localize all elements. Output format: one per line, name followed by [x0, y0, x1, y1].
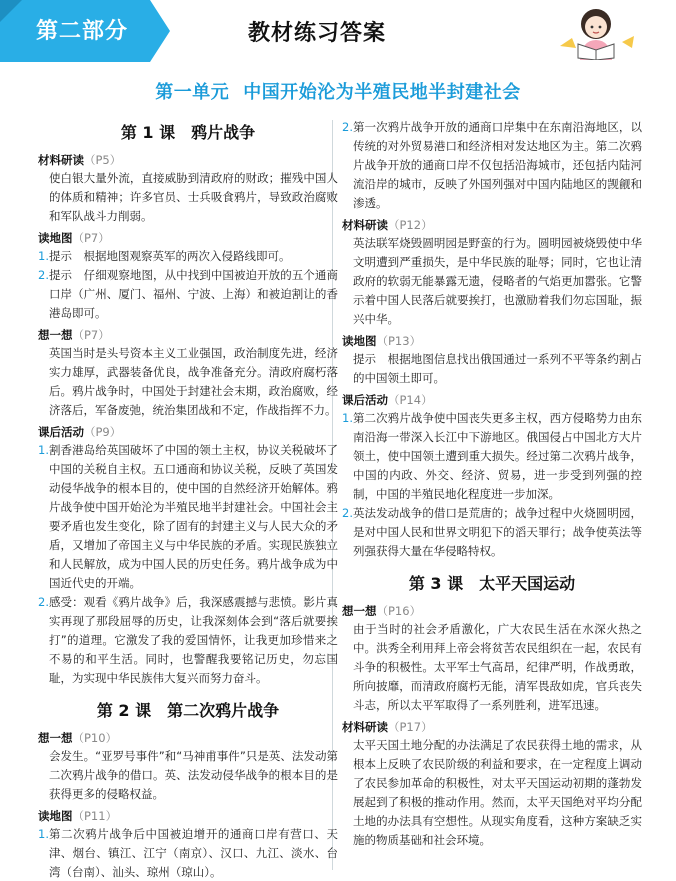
- answer-item: [38, 593, 338, 688]
- answer-text: 英法发动战争的借口是荒唐的；战争过程中火烧圆明园，是对中国人民和世界文明犯下的滔天罪行；战争使英法等列强获得大量在华侵略特权。: [353, 506, 642, 558]
- page-ref: （P11）: [72, 809, 118, 823]
- section-label: 材料研读: [38, 153, 84, 167]
- page-ref: （P16）: [376, 604, 422, 618]
- answer-text: 第一次鸦片战争开放的通商口岸集中在东南沿海地区，以传统的对外贸易港口和经济相对发达地区为主。第二次鸦片战争开放的通商口岸不仅包括沿海城市，还包括内陆河流沿岸的城市，反映了外国列强对中国内陆地区的觊觎和渗透。: [353, 120, 642, 210]
- answer-text: 太平天国土地分配的办法满足了农民获得土地的需求，从根本上反映了农民阶级的利益和要求，在一定程度上调动了农民参加革命的积极性，对太平天国运动初期的蓬勃发展起到了积极的推动作用。然而，太平天国绝对平均分配土地的办法具有空想性。从现实角度看，这种方案缺乏实施的物质基础和社会环境。: [353, 738, 642, 847]
- answer-item: [342, 409, 642, 504]
- answer-text: 提示 仔细观察地图，从中找到中国被迫开放的五个通商口岸（广州、厦门、福州、宁波、上海）和被迫割让的香港岛即可。: [49, 268, 338, 320]
- item-number: 1.: [38, 827, 49, 841]
- answer-text: 提示 根据地图信息找出俄国通过一系列不平等条约割占的中国领土即可。: [353, 352, 642, 385]
- section-label: 材料研读: [342, 218, 388, 232]
- answer-text: 会发生。“亚罗号事件”和“马神甫事件”只是英、法发动第二次鸦片战争的借口。英、法发动侵华战争的根本目的是获得更多的侵略权益。: [49, 749, 338, 801]
- item-number: 1.: [342, 411, 353, 425]
- section-tab-label: 第二部分: [36, 19, 129, 44]
- page-ref: （P7）: [72, 231, 110, 245]
- item-number: 2.: [38, 595, 49, 609]
- item-number: 1.: [38, 443, 49, 457]
- answer-text: 第二次鸦片战争后中国被迫增开的通商口岸有营口、天津、烟台、镇江、江宁（南京）、汉口、九江、淡水、台湾（台南）、汕头、琼州（琼山）。: [49, 827, 338, 879]
- answer-text: 提示 根据地图观察英军的两次入侵路线即可。: [49, 249, 291, 263]
- section-label: 想一想: [38, 731, 73, 745]
- item-number: 2.: [342, 506, 353, 520]
- page-title: 教材练习答案: [248, 21, 387, 46]
- page-ref: （P9）: [84, 425, 122, 439]
- section-heading: [38, 151, 338, 169]
- right-column: [342, 118, 642, 850]
- page-ref: （P7）: [72, 328, 110, 342]
- answer-item: [38, 441, 338, 593]
- answer-item: [342, 504, 642, 561]
- answer-text: 由于当时的社会矛盾激化，广大农民生活在水深火热之中。洪秀全利用拜上帝会将贫苦农民组织在一起，农民有斗争的积极性。太平军士气高昂，纪律严明，作战勇敢，所向披靡，而清政府腐朽无能，清军畏敌如虎，官兵丧失斗志，所以太平军取得了一系列胜利，进军迅速。: [353, 622, 642, 712]
- page-ref: （P12）: [388, 218, 433, 232]
- page-ref: （P17）: [388, 720, 433, 734]
- unit-number: 第一单元: [155, 82, 230, 103]
- section-heading: [38, 229, 338, 247]
- lesson-2-title: 第 2 课 第二次鸦片战争: [96, 701, 280, 720]
- answer-item: [38, 247, 338, 266]
- unit-title: [0, 78, 676, 104]
- answer-text: 第二次鸦片战争使中国丧失更多主权，西方侵略势力由东南沿海一带深入长江中下游地区。俄国侵占中国北方大片领土，使中国领土遭到重大损失。经过第二次鸦片战争，中国的内政、外交、经济、贸易，进一步受到列强的控制，中国的半殖民地化程度进一步加深。: [353, 411, 642, 501]
- section-label: 想一想: [342, 604, 377, 618]
- answer-text: 使白银大量外流，直接威胁到清政府的财政；摧残中国人的体质和精神；许多官员、士兵吸食鸦片，导致政治腐败和军队战斗力削弱。: [49, 171, 338, 223]
- answer-text: 英法联军烧毁圆明园是野蛮的行为。圆明园被烧毁使中华文明遭到严重损失，是中华民族的耻辱；同时，它也让清政府的软弱无能暴露无遗，侵略者的气焰更加嚣张。它警示着中国人民落后就要挨打，也激励着我们勿忘国耻，振兴中华。: [353, 236, 642, 326]
- section-heading: [38, 729, 338, 747]
- section-label: 课后活动: [38, 425, 84, 439]
- page-ref: （P13）: [376, 334, 422, 348]
- lesson-3-title: 第 3 课 太平天国运动: [408, 574, 576, 593]
- section-heading: [342, 602, 642, 620]
- answer-item: [38, 266, 338, 323]
- section-heading: [38, 326, 338, 344]
- answer-text: 英国当时是头号资本主义工业强国，政治制度先进，经济实力雄厚，武器装备优良，战争准备充分。清政府腐朽落后。鸦片战争时，中国处于封建社会末期，政治腐败，经济落后，军备废弛，统治集团战和不定，作战指挥不力。: [49, 346, 338, 417]
- left-column: [38, 118, 338, 881]
- page-ref: （P10）: [72, 731, 118, 745]
- section-heading: [38, 423, 338, 441]
- section-heading: [38, 807, 338, 825]
- section-heading: [342, 332, 642, 350]
- section-label: 读地图: [38, 809, 73, 823]
- item-number: 1.: [38, 249, 49, 263]
- section-label: 材料研读: [342, 720, 388, 734]
- page-ref: （P14）: [388, 393, 433, 407]
- reading-girl-icon: [552, 2, 642, 60]
- section-label: 课后活动: [342, 393, 388, 407]
- page-ref: （P5）: [84, 153, 122, 167]
- lesson-1-title: 第 1 课 鸦片战争: [120, 123, 256, 142]
- section-label: 想一想: [38, 328, 73, 342]
- answer-item: [342, 118, 642, 213]
- unit-name: 中国开始沦为半殖民地半封建社会: [243, 82, 521, 103]
- item-number: 2.: [342, 120, 353, 134]
- item-number: 2.: [38, 268, 49, 282]
- page-header: [0, 0, 676, 62]
- answer-text: 割香港岛给英国破坏了中国的领土主权，协议关税破坏了中国的关税自主权。五口通商和协议关税，反映了英国发动侵华战争的根本目的，使中国的自然经济开始解体。鸦片战争使中国开始沦为半殖民地半封建社会。中国社会主要矛盾也发生变化，除了固有的封建主义与人民大众的矛盾，又增加了帝国主义与中华民族的矛盾。实现民族独立和人民解放，成为中国人民的历史任务。鸦片战争成为中国近代史的开端。: [49, 443, 338, 590]
- section-heading: [342, 391, 642, 409]
- section-heading: [342, 216, 642, 234]
- section-label: 读地图: [38, 231, 73, 245]
- section-heading: [342, 718, 642, 736]
- answer-text: 感受：观看《鸦片战争》后，我深感震撼与悲愤。影片真实再现了那段屈辱的历史，让我深刻体会到“落后就要挨打”的道理。它激发了我的爱国情怀，让我更加珍惜来之不易的和平生活。同时，也警醒我要铭记历史，勿忘国耻，为实现中华民族伟大复兴而努力奋斗。: [49, 595, 338, 685]
- section-label: 读地图: [342, 334, 377, 348]
- answer-item: [38, 825, 338, 881]
